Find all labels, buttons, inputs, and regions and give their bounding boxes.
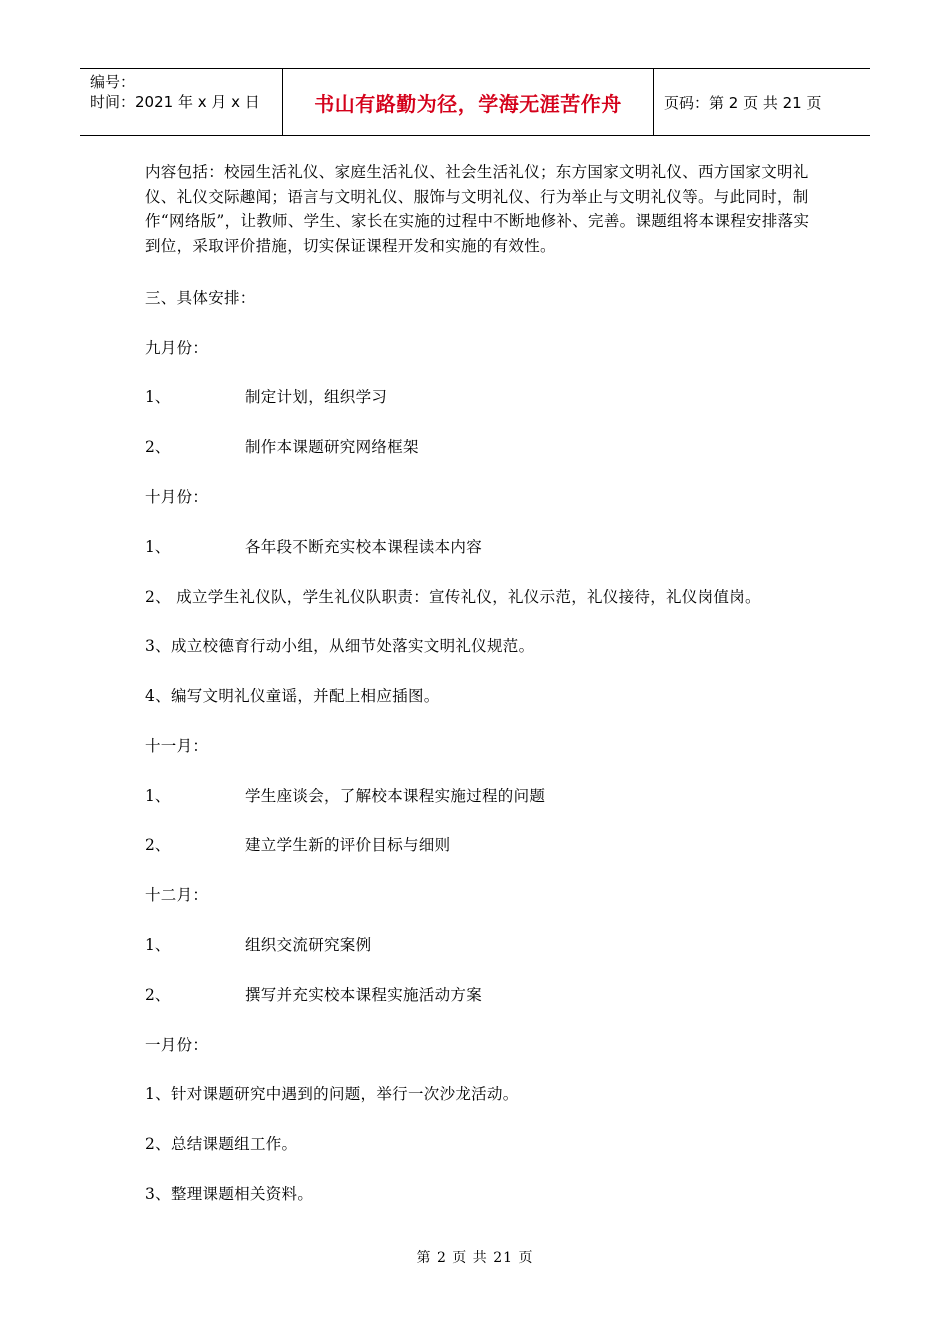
list-item: 2、 成立学生礼仪队，学生礼仪队职责：宣传礼仪，礼仪示范，礼仪接待，礼仪岗值岗。	[145, 588, 761, 606]
month-heading-september: 九月份：	[145, 339, 209, 357]
header-meta-cell	[80, 69, 282, 135]
page-footer: 第 2 页 共 21 页	[416, 1250, 534, 1266]
list-item-number: 1、	[145, 936, 171, 954]
month-heading-october: 十月份：	[145, 488, 209, 506]
intro-paragraph: 内容包括：校园生活礼仪、家庭生活礼仪、社会生活礼仪；东方国家文明礼仪、西方国家文明礼仪、礼仪交际趣闻；语言与文明礼仪、服饰与文明礼仪、行为举止与文明礼仪等。与此同时，制作“网络版”，让教师、学生、家长在实施的过程中不断地修补、完善。课题组将本课程安排落实到位，采取评价措施，切实保证课程开发和实施的有效性。	[145, 163, 810, 255]
list-item-text: 组织交流研究案例	[245, 936, 372, 954]
list-item: 1、针对课题研究中遇到的问题，举行一次沙龙活动。	[145, 1085, 519, 1103]
list-item-text: 各年段不断充实校本课程读本内容	[245, 538, 483, 556]
list-item-text: 制作本课题研究网络框架	[245, 438, 419, 456]
month-heading-december: 十二月：	[145, 886, 209, 904]
list-item-number: 2、	[145, 836, 171, 854]
page-info: 页码：第 2 页 共 21 页	[664, 93, 822, 112]
document-header	[80, 68, 870, 136]
list-item-number: 2、	[145, 986, 171, 1004]
list-item-text: 制定计划，组织学习	[245, 388, 388, 406]
section-title: 三、具体安排：	[145, 289, 256, 307]
list-item-number: 1、	[145, 388, 171, 406]
document-number-label: 编号：	[90, 73, 136, 91]
list-item-number: 2、	[145, 438, 171, 456]
header-motto-cell	[282, 69, 654, 135]
header-page-cell	[654, 69, 870, 135]
list-item-text: 学生座谈会，了解校本课程实施过程的问题	[245, 787, 546, 805]
motto-text: 书山有路勤为径，学海无涯苦作舟	[314, 91, 622, 116]
month-heading-january: 一月份：	[145, 1036, 209, 1054]
list-item: 3、整理课题相关资料。	[145, 1185, 314, 1203]
list-item-text: 建立学生新的评价目标与细则	[245, 836, 451, 854]
list-item: 3、成立校德育行动小组，从细节处落实文明礼仪规范。	[145, 637, 535, 655]
list-item: 4、编写文明礼仪童谣，并配上相应插图。	[145, 687, 440, 705]
document-date: 时间：2021 年 x 月 x 日	[90, 93, 260, 111]
list-item-number: 1、	[145, 538, 171, 556]
list-item-text: 撰写并充实校本课程实施活动方案	[245, 986, 483, 1004]
list-item-number: 1、	[145, 787, 171, 805]
month-heading-november: 十一月：	[145, 737, 209, 755]
list-item: 2、总结课题组工作。	[145, 1135, 298, 1153]
